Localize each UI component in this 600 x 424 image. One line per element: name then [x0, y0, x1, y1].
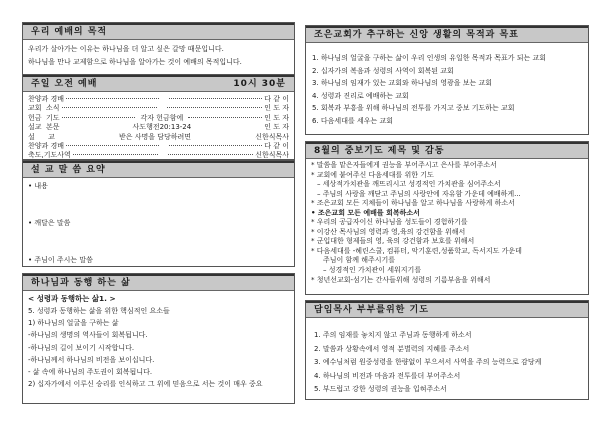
worship-item-name: 축도,기도사역 — [28, 151, 71, 160]
dot-leader — [169, 98, 262, 99]
dot-leader — [167, 107, 262, 108]
august-prayer-item: * 교회에 붙여주신 다음세대를 위한 기도 — [311, 170, 434, 179]
section-title: 우리 예배의 목적 — [31, 27, 108, 37]
section-title: 하나님과 동행 하는 삶 — [31, 278, 131, 288]
section-header — [306, 301, 588, 318]
section-header — [306, 142, 588, 159]
walk-note-line: -하나님의 길이 보이기 시작합니다. — [28, 343, 135, 352]
august-prayer-item: – 주님의 사랑을 깨닫고 주님의 사랑안에 자유함 가운데 예배하게... — [317, 189, 521, 198]
purpose-text — [23, 40, 294, 68]
dot-leader — [188, 117, 262, 118]
section-title: 담임목사 부부를위한 기도 — [314, 305, 429, 315]
worship-purpose-section — [22, 22, 295, 75]
section-title: 8월의 중보기도 제목 및 감동 — [314, 146, 445, 156]
section-header — [306, 26, 588, 43]
dot-leader — [66, 145, 159, 146]
walk-note-line: -하나님께서 하나님의 비전을 보이십니다. — [28, 355, 155, 364]
pastor-prayer-item: 5. 부드럽고 강한 성령의 권능을 입혀주소서 — [314, 385, 447, 393]
worship-order-list — [23, 92, 294, 160]
worship-item-leader: 인 도 자 — [264, 104, 289, 113]
worship-order-row — [28, 122, 289, 131]
church-goal-item: 2. 십자가의 복음과 성령의 사역이 회복된 교회 — [312, 66, 454, 75]
section-header — [23, 274, 294, 291]
walk-note-line: 1) 하나님의 얼굴을 구하는 삶 — [28, 319, 119, 328]
section-header — [23, 75, 294, 92]
august-prayer-item: * 이강산 목사님의 영력과 영,육의 강건함을 위해서 — [311, 227, 466, 236]
walk-note-line: 5. 성령과 동행하는 삶을 위한 핵심적인 요소들 — [28, 307, 170, 315]
section-title: 주일 오전 예배 — [31, 79, 98, 89]
pastor-prayer-list — [306, 318, 588, 397]
walk-note-line: -하나님의 생명의 역사들이 회복됩니다. — [28, 331, 148, 340]
worship-item-leader: 다 같 이 — [264, 141, 290, 150]
worship-item-leader: 신한식목사 — [255, 151, 289, 160]
dot-leader — [168, 154, 253, 155]
section-title: 설 교 말 씀 요약 — [31, 165, 106, 175]
worship-order-row — [28, 141, 289, 150]
church-goal-item: 3. 하나님의 임재가 있는 교회와 하나님의 영광을 보는 교회 — [312, 79, 493, 88]
pastor-prayer-item: 4. 하나님의 비전과 마음과 전투를더 부어주소서 — [314, 371, 461, 380]
worship-item-name: 헌금 기도 — [28, 113, 60, 122]
sermon-summary-section — [22, 160, 295, 267]
august-prayer-item: – 세상적가치관을 깨뜨리시고 성경적인 가치관을 심어주소서 — [317, 180, 501, 189]
dot-leader — [62, 117, 136, 118]
walk-notes-list — [23, 305, 294, 390]
sermon-summary-item: • 깨달은 말씀 — [28, 219, 71, 227]
pastor-couple-prayer-section — [305, 300, 589, 400]
dot-leader — [169, 145, 262, 146]
august-prayer-item: * 군입대한 형제들의 영, 육의 강건함과 보호를 위해서 — [311, 237, 475, 246]
purpose-line: 하나님을 만나 교제함으로 하나님을 알아가는 것이 예배의 목적입니다. — [28, 57, 242, 66]
august-prayer-item: • 조은교회 모든 예배를 회복하소서 — [311, 208, 420, 217]
worship-item-detail: 사도행전20:13-24 — [132, 123, 192, 132]
august-prayer-item: * 우리의 공급자이신 하나님을 성도들이 경험하기를 — [311, 218, 468, 227]
worship-item-name: 설 교 — [28, 132, 55, 141]
august-prayer-item: – 성경적인 가치관이 세워지기를 — [323, 266, 422, 275]
sermon-summary-item: • 내용 — [28, 182, 48, 190]
walk-note-line: - 삶 속에 하나님의 주도권이 회복됩니다. — [28, 368, 153, 377]
sunday-service-section — [22, 74, 295, 160]
pastor-prayer-item: 2. 말씀과 상황속에서 영적 분별력의 지혜를 주소서 — [314, 344, 470, 353]
walk-note-line: 2) 십자가에서 이루신 승리를 인식하고 그 위에 믿음으로 서는 것이 매우 중요 — [28, 380, 263, 389]
church-goals-section — [305, 25, 589, 135]
dot-leader — [73, 154, 158, 155]
service-time: 10시 30분 — [233, 79, 286, 89]
worship-order-row — [28, 132, 289, 141]
dot-leader — [66, 98, 159, 99]
worship-item-leader: 인 도 자 — [264, 113, 289, 122]
august-prayer-item: * 청년선교회-섬기는 간사들위해 성령의 기름부음을 위해서 — [311, 275, 491, 284]
august-prayer-item: * 다음세대를 -헤린스쿨, 컴퓨터, 악기훈련,성품학교, 독서지도 가운데 — [311, 246, 522, 255]
section-header — [23, 161, 294, 178]
worship-item-detail: 각자 헌금함에 — [140, 113, 184, 122]
church-goal-item: 1. 하나님의 얼굴을 구하는 삶이 우리 인생의 유일한 목적과 목표가 되는 교회 — [312, 54, 547, 62]
worship-item-name: 설교 본문 — [28, 123, 60, 132]
worship-item-detail: 받은 사명을 담당하려면 — [119, 132, 192, 141]
pastor-prayer-item: 3. 예수님처럼 원중성령을 한량없이 부으셔서 사역을 주의 능력으로 감당케 — [314, 358, 542, 366]
worship-order-row — [28, 103, 289, 112]
section-header — [23, 23, 294, 40]
august-prayer-list — [306, 159, 588, 285]
worship-item-leader: 신한식목사 — [255, 132, 290, 141]
worship-order-row — [28, 113, 289, 122]
church-goals-list — [306, 43, 588, 128]
walk-subtitle: < 성령과 동행하는 삶1. > — [28, 294, 116, 303]
worship-item-name: 교회 소식 — [28, 104, 60, 113]
sermon-summary-list — [23, 178, 294, 265]
walking-with-god-section — [22, 273, 295, 404]
pastor-prayer-item: 1. 주의 임재를 놓치지 않고 주님과 동행하게 하소서 — [314, 331, 472, 339]
worship-item-leader: 인 도 자 — [264, 123, 289, 132]
church-goal-item: 4. 성령과 진리로 예배하는 교회 — [312, 91, 409, 100]
worship-item-leader: 다 같 이 — [264, 95, 290, 103]
august-prayer-item: * 말씀을 맡은자들에게 권능을 부어주시고 은사를 부어주소서 — [311, 161, 497, 169]
august-prayer-item: * 조은교회 모든 지체들이 하나님을 알고 하나님을 사랑하게 하소서 — [311, 199, 515, 208]
august-intercession-section — [305, 141, 589, 295]
purpose-line: 우리가 살아가는 이유는 하나님을 더 알고 싶은 갈망 때문입니다. — [28, 45, 224, 53]
worship-item-name: 찬양과 경배 — [28, 95, 65, 103]
church-goal-item: 5. 회복과 부흥을 위해 하나님의 전투를 가지고 중보 기도하는 교회 — [312, 104, 515, 113]
church-goal-item: 6. 다음세대를 세우는 교회 — [312, 116, 393, 125]
section-title: 조은교회가 추구하는 신앙 생활의 목적과 목표 — [314, 30, 519, 40]
sermon-summary-item: • 주님이 주시는 말씀 — [28, 256, 93, 264]
worship-order-row — [28, 94, 289, 103]
dot-leader — [62, 107, 157, 108]
worship-order-row — [28, 150, 289, 159]
worship-item-name: 찬양과 경배 — [28, 141, 65, 150]
august-prayer-item: 주님이 함께 해주시기를 — [323, 256, 396, 265]
